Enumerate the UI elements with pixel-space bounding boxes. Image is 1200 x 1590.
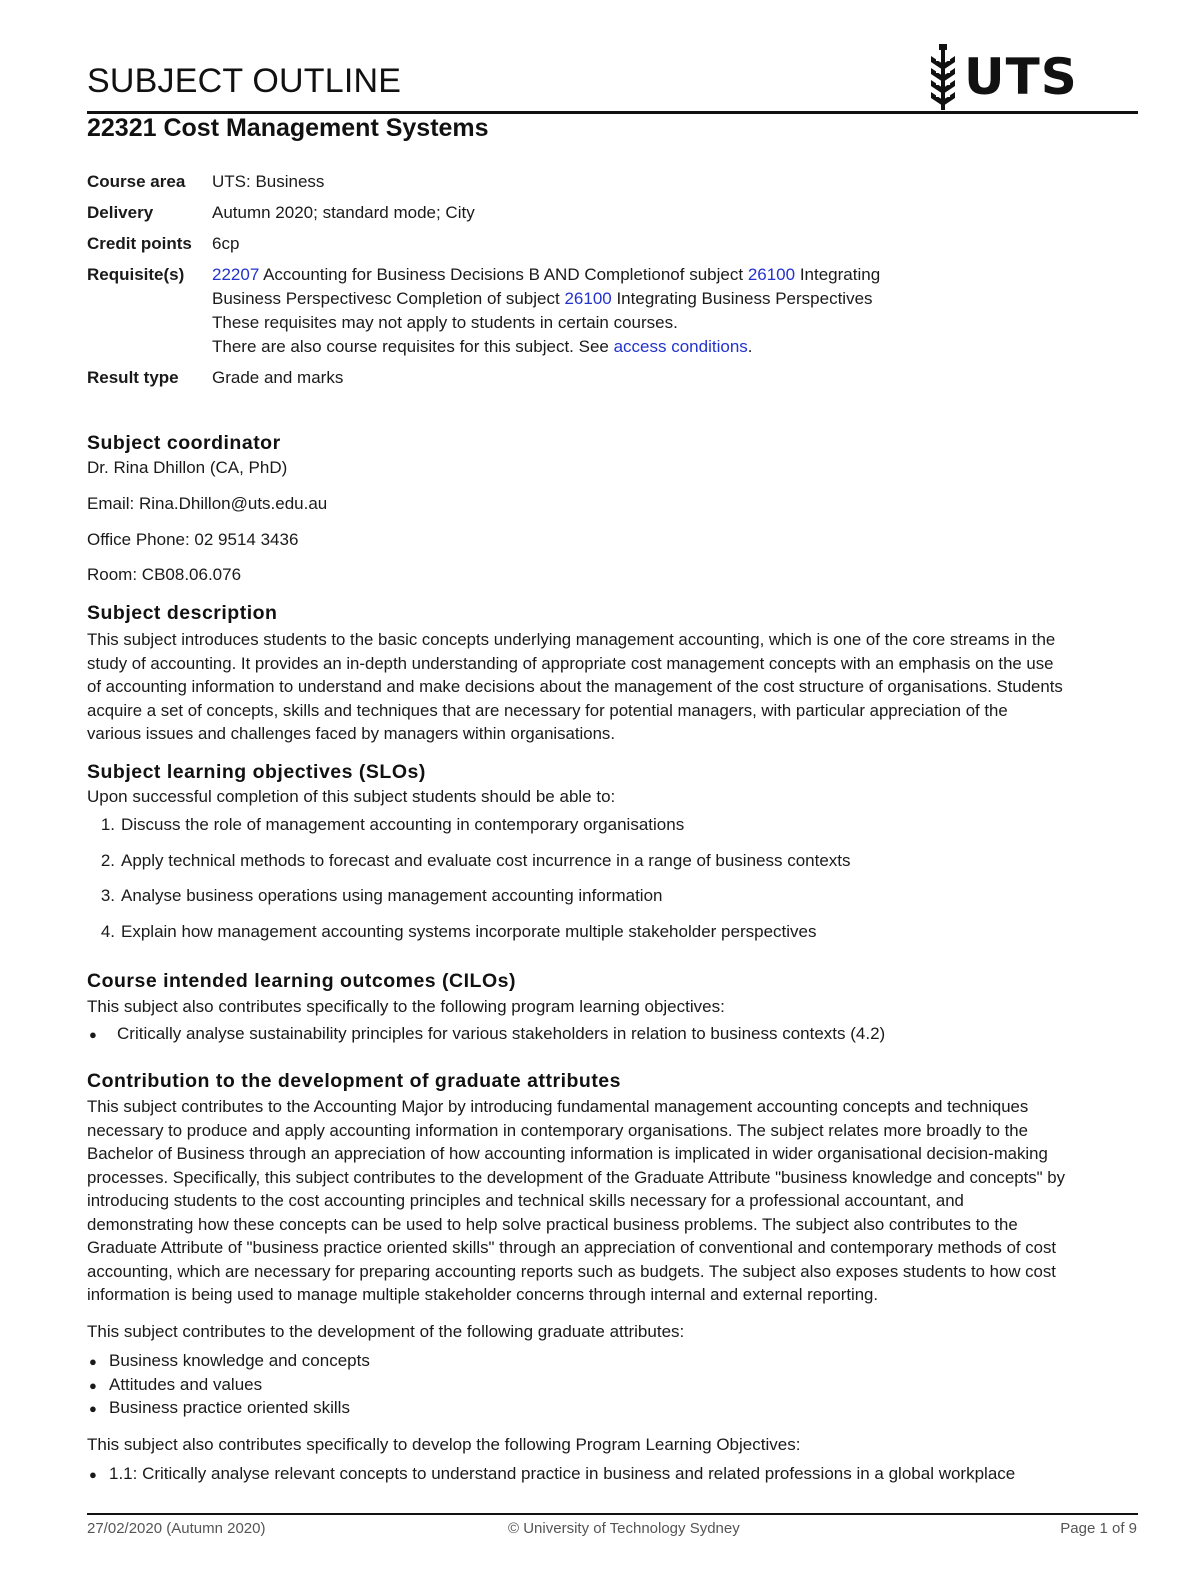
bullet-icon: ● xyxy=(89,1467,97,1482)
description-line: This subject introduces students to the basic concepts underlying management accounting, which is one of the core streams in the xyxy=(87,630,1056,649)
item-text: 1.1: Critically analyse relevant concepts to understand practice in business and related professions in a global workplace xyxy=(109,1464,1016,1483)
list-item xyxy=(87,1398,370,1422)
description-line: of accounting information to understand and make decisions about the management of the cost structure of organisations. Students xyxy=(87,677,1063,696)
list-item xyxy=(87,1464,1015,1488)
item-number: 1. xyxy=(100,815,115,834)
logo-text: UTS xyxy=(964,48,1078,106)
graduate-line: Graduate Attribute of "business practice oriented skills" through an appreciation of conventional and contemporary methods of cost xyxy=(87,1238,1057,1257)
coordinator-heading: Subject coordinator xyxy=(87,432,281,454)
item-number: 2. xyxy=(100,850,115,870)
slos-heading: Subject learning objectives (SLOs) xyxy=(87,761,426,783)
cilos-heading: Course intended learning outcomes (CILOs) xyxy=(87,970,516,992)
list-item xyxy=(87,886,851,922)
graduate-line: This subject contributes to the Accounting Major by introducing fundamental management accounting concepts and techniques xyxy=(87,1097,1029,1116)
plo-list xyxy=(87,1464,1015,1488)
coordinator-email: Email: Rina.Dhillon@uts.edu.au xyxy=(87,494,328,513)
item-text: Business knowledge and concepts xyxy=(109,1351,370,1370)
footer-date: 27/02/2020 (Autumn 2020) xyxy=(87,1520,266,1537)
bullet-icon: ● xyxy=(89,1354,97,1369)
uts-crest-icon xyxy=(928,44,958,110)
requisite-line-2 xyxy=(212,287,992,311)
item-text: Explain how management accounting systems incorporate multiple stakeholder perspectives xyxy=(121,921,817,941)
requisite-text: Accounting for Business Decisions B AND Completionof subject xyxy=(259,265,748,284)
requisite-text: Integrating Business Perspectives xyxy=(611,289,873,308)
result-type-row xyxy=(87,366,992,390)
result-type-label: Result type xyxy=(87,368,179,387)
graduate-line: demonstrating how these concepts can be used to help solve practical business problems. The subject also contributes to the xyxy=(87,1214,1018,1234)
graduate-line: introducing students to the cost accounting principles and technical skills necessary for a professional accountant, and xyxy=(87,1191,964,1210)
item-text: Attitudes and values xyxy=(109,1374,263,1394)
coordinator-room: Room: CB08.06.076 xyxy=(87,565,242,584)
description-heading: Subject description xyxy=(87,602,278,624)
footer-copyright: © University of Technology Sydney xyxy=(508,1520,740,1537)
footer-rule xyxy=(87,1513,1138,1515)
attributes-list xyxy=(87,1351,370,1422)
requisite-note-text: There are also course requisites for this subject. See xyxy=(212,337,614,356)
cilos-list xyxy=(87,1024,885,1048)
item-text: Discuss the role of management accounting in contemporary organisations xyxy=(121,815,685,834)
graduate-line: processes. Specifically, this subject contributes to the development of the Graduate Attribute "business knowledge and concepts" by xyxy=(87,1167,1066,1187)
requisite-text: Integrating xyxy=(795,265,881,284)
coordinator-phone: Office Phone: 02 9514 3436 xyxy=(87,530,299,549)
graduate-line: Bachelor of Business through an appreciation of how accounting information is implicated in wider organisational decision-making xyxy=(87,1144,1048,1163)
requisite-link-26100[interactable]: 26100 xyxy=(747,265,796,284)
requisite-link-22207[interactable]: 22207 xyxy=(212,265,260,284)
item-number: 4. xyxy=(100,921,115,941)
item-text: Critically analyse sustainability principles for various stakeholders in relation to business contexts (4.2) xyxy=(117,1024,886,1043)
list-item xyxy=(87,815,851,851)
requisite-note: These requisites may not apply to students in certain courses. xyxy=(212,313,678,332)
attributes-intro: This subject contributes to the development of the following graduate attributes: xyxy=(87,1322,685,1341)
course-area-value: UTS: Business xyxy=(212,172,325,191)
access-conditions-link[interactable]: access conditions xyxy=(613,337,748,356)
uts-logo xyxy=(928,44,1078,110)
graduate-heading: Contribution to the development of graduate attributes xyxy=(87,1070,621,1092)
requisite-text: Business Perspectivesc Completion of subject xyxy=(212,289,565,308)
description-line: acquire a set of concepts, skills and techniques that are necessary for potential managers, with particular appreciation of the xyxy=(87,700,1008,720)
course-area-label: Course area xyxy=(87,172,186,191)
graduate-line: accounting, which are necessary for preparing accounting reports such as budgets. The subject also exposes students to how cost xyxy=(87,1261,1056,1281)
requisite-note-end: . xyxy=(747,337,753,356)
list-item xyxy=(87,1024,885,1048)
footer-page-number: Page 1 of 9 xyxy=(1060,1520,1137,1537)
delivery-label: Delivery xyxy=(87,203,154,222)
description-line: study of accounting. It provides an in-depth understanding of appropriate cost management concepts with an emphasis on the use xyxy=(87,653,1054,673)
bullet-icon: ● xyxy=(89,1377,97,1393)
description-text xyxy=(87,628,1132,746)
page-title: SUBJECT OUTLINE xyxy=(87,62,402,100)
requisites-row xyxy=(87,263,992,359)
slos-intro: Upon successful completion of this subject students should be able to: xyxy=(87,787,616,806)
course-area-row xyxy=(87,170,992,194)
requisite-line-1 xyxy=(212,263,992,287)
graduate-line: information is being used to manage multiple stakeholder concerns through internal and external reporting. xyxy=(87,1285,879,1304)
item-text: Analyse business operations using management accounting information xyxy=(121,886,663,905)
item-text: Apply technical methods to forecast and evaluate cost incurrence in a range of business contexts xyxy=(121,850,851,870)
delivery-value: Autumn 2020; standard mode; City xyxy=(212,203,475,222)
list-item xyxy=(87,851,851,887)
graduate-text xyxy=(87,1095,1132,1307)
requisite-note-2 xyxy=(212,335,992,359)
result-type-value: Grade and marks xyxy=(212,368,344,387)
description-line: various issues and challenges faced by managers within organisations. xyxy=(87,724,615,743)
bullet-icon: ● xyxy=(89,1401,97,1416)
credit-points-label: Credit points xyxy=(87,234,192,253)
coordinator-name: Dr. Rina Dhillon (CA, PhD) xyxy=(87,458,288,477)
credit-points-value: 6cp xyxy=(212,234,240,253)
subject-title: 22321 Cost Management Systems xyxy=(87,114,489,142)
credit-points-row xyxy=(87,232,992,256)
requisite-link-26100[interactable]: 26100 xyxy=(564,289,612,308)
requisites-value xyxy=(212,263,992,359)
list-item xyxy=(87,1375,370,1399)
delivery-row xyxy=(87,201,992,225)
item-number: 3. xyxy=(100,886,115,905)
subject-meta xyxy=(87,170,992,397)
graduate-line: necessary to produce and apply accounting information in contemporary organisations. The subject relates more broadly to the xyxy=(87,1120,1028,1140)
list-item xyxy=(87,922,851,958)
bullet-icon: ● xyxy=(89,1027,97,1042)
plo-intro: This subject also contributes specifically to develop the following Program Learning Objectives: xyxy=(87,1435,801,1454)
cilos-intro: This subject also contributes specifically to the following program learning objectives: xyxy=(87,997,725,1016)
slos-list xyxy=(87,815,851,957)
item-text: Business practice oriented skills xyxy=(109,1398,350,1417)
requisites-label: Requisite(s) xyxy=(87,265,185,284)
list-item xyxy=(87,1351,370,1375)
